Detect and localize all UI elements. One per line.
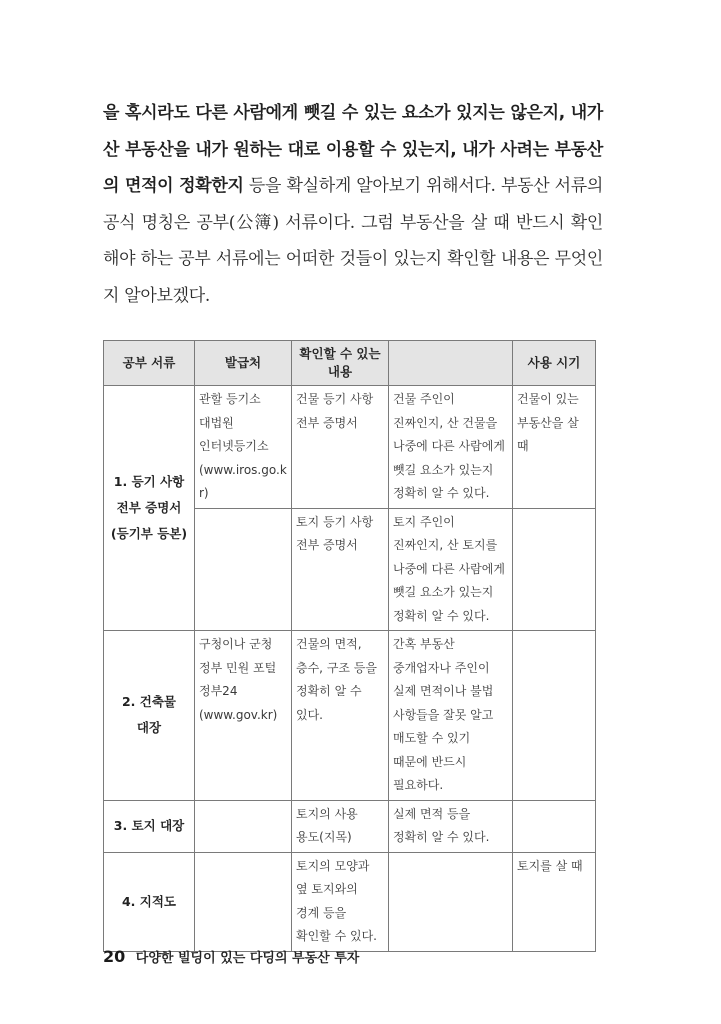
doc-cell: 2. 건축물 대장: [104, 631, 195, 801]
timing-cell: 건물이 있는 부동산을 살 때: [513, 386, 596, 509]
issuer-cell: [195, 800, 292, 852]
detail-cell: 실제 면적 등을 정확히 알 수 있다.: [389, 800, 513, 852]
table-header-row: [104, 341, 596, 386]
public-documents-table: [103, 340, 596, 952]
timing-cell: [513, 800, 596, 852]
issuer-cell: 구청이나 군청 정부 민원 포털 정부24 (www.gov.kr): [195, 631, 292, 801]
page-footer: [103, 947, 359, 966]
emphasized-text: 을 혹시라도 다른 사람에게 뺏길 수 있는 요소가 있지는 않은지, 내가 산 부동산을 내가 원하는 대로 이용할 수 있는지, 내가 사려는 부동산의 면적이 정확한지: [103, 103, 603, 196]
table-row: [104, 852, 596, 951]
header-issuer: 발급처: [195, 341, 292, 386]
doc-cell: 1. 등기 사항 전부 증명서 (등기부 등본): [104, 386, 195, 631]
header-content: 확인할 수 있는 내용: [292, 341, 389, 386]
header-document: 공부 서류: [104, 341, 195, 386]
timing-cell: [513, 631, 596, 801]
header-timing: 사용 시기: [513, 341, 596, 386]
issuer-cell: [195, 508, 292, 631]
content-cell: 건물 등기 사항 전부 증명서: [292, 386, 389, 509]
table-row: [104, 631, 596, 801]
doc-cell: 4. 지적도: [104, 852, 195, 951]
content-cell: 건물의 면적, 층수, 구조 등을 정확히 알 수 있다.: [292, 631, 389, 801]
regular-text: 등을 확실하게 알아보기 위해서다. 부동산 서류의 공식 명칭은 공부(公簿) 서류이다. 그럼 부동산을 살 때 반드시 확인해야 하는 공부 서류에는 어떠한 것들이 있는지 확인할 내용은 무엇인지 알아보겠다.: [103, 176, 603, 306]
content-cell: 토지의 사용 용도(지목): [292, 800, 389, 852]
book-title: 다양한 빌딩이 있는 다딩의 부동산 투자: [135, 951, 360, 966]
timing-cell: 토지를 살 때: [513, 852, 596, 951]
detail-cell: [389, 852, 513, 951]
detail-cell: 간혹 부동산 중개업자나 주인이 실제 면적이나 불법 사항들을 잘못 알고 매도할 수 있기 때문에 반드시 필요하다.: [389, 631, 513, 801]
table-row: [104, 800, 596, 852]
detail-cell: 토지 주인이 진짜인지, 산 토지를 나중에 다른 사람에게 뺏길 요소가 있는지 정확히 알 수 있다.: [389, 508, 513, 631]
page-number: 20: [103, 947, 126, 966]
issuer-cell: 관할 등기소 대법원 인터넷등기소 (www.iros.go.kr): [195, 386, 292, 509]
detail-cell: 건물 주인이 진짜인지, 산 건물을 나중에 다른 사람에게 뺏길 요소가 있는지 정확히 알 수 있다.: [389, 386, 513, 509]
content-cell: 토지의 모양과 옆 토지와의 경계 등을 확인할 수 있다.: [292, 852, 389, 951]
timing-cell: [513, 508, 596, 631]
doc-cell: 3. 토지 대장: [104, 800, 195, 852]
header-detail: [389, 341, 513, 386]
issuer-cell: [195, 852, 292, 951]
content-cell: 토지 등기 사항 전부 증명서: [292, 508, 389, 631]
body-paragraph: [103, 95, 603, 314]
table-row: [104, 386, 596, 509]
